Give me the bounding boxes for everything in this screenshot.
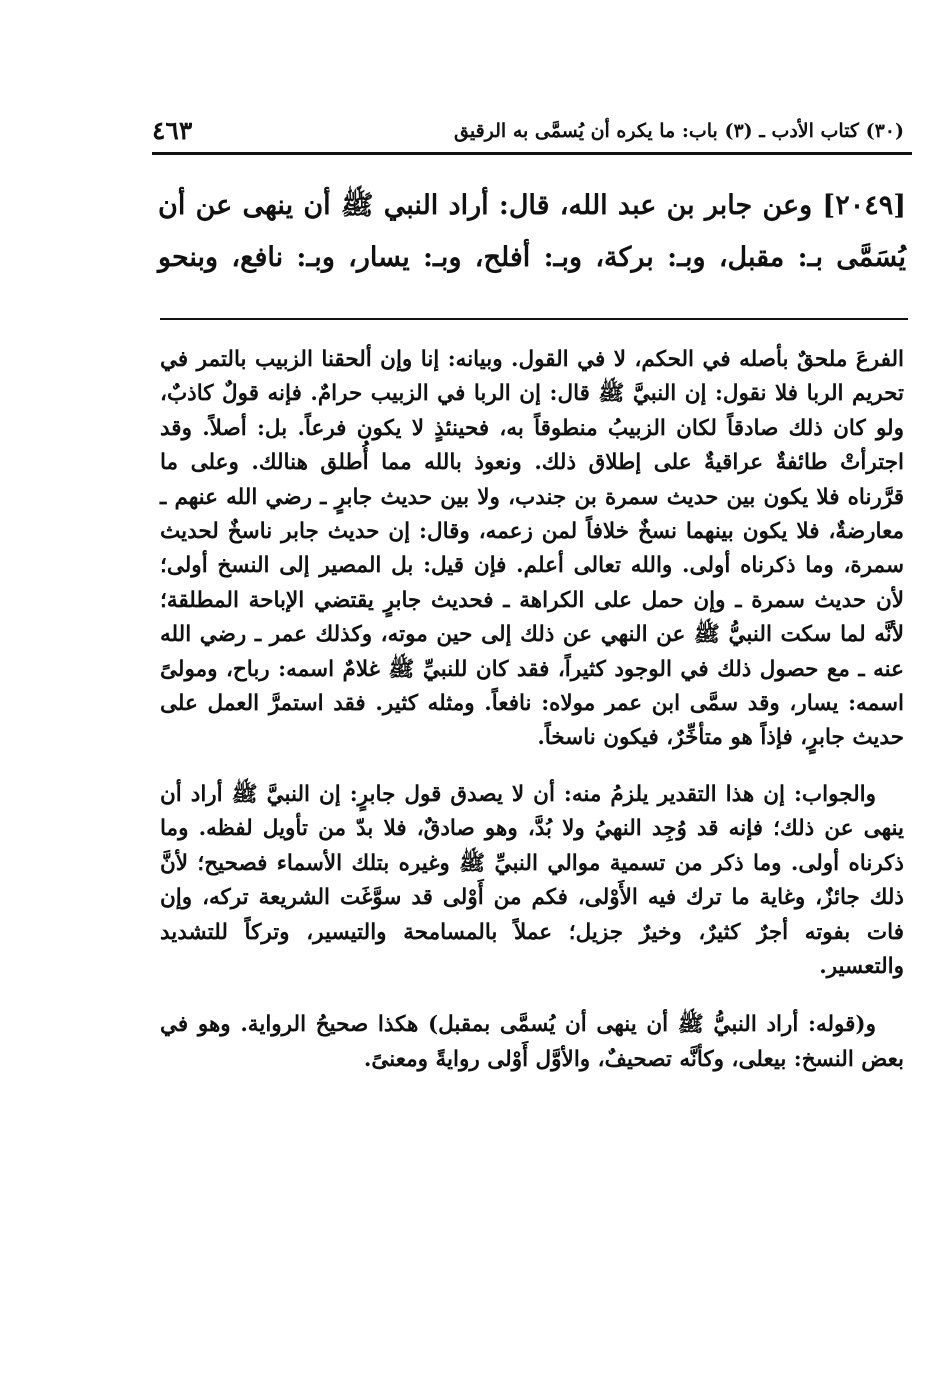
commentary-paragraph-3: و(قوله: أراد النبيُّ ﷺ أن ينهى أن يُسمَّى بمقبل) هكذا صحيحُ الرواية. وهو في بعض النسخ: بيعلى، وكأنَّه تصحيفٌ، والأوَّل أَوْلى روايةً ومعنىً. xyxy=(160,1012,904,1072)
commentary-paragraph-1: الفرعَ ملحقٌ بأصله في الحكم، لا في القول. وبيانه: إنا وإن ألحقنا الزبيب بالتمر في تحريم الربا فلا نقول: إن النبيَّ ﷺ قال: إن الربا في الزبيب حرامٌ. فإنه قولٌ كاذبٌ، ولو كان ذلك صادقاً لكان الزبيبُ منطوقاً به، فحينئذٍ لا يكون فرعاً. بل: أصلاً. وقد اجترأتْ طائفةٌ عراقيةٌ على إطلاق ذلك. ونعوذ بالله مما أُطلق هنالك. وعلى ما قرَّرناه فلا يكون بين حديث سمرة بن جندب، ولا بين حديث جابرٍ ـ رضي الله عنهم ـ معارضةٌ، فلا يكون بينهما نسخٌ خلافاً لمن زعمه، وقال: إن حديث جابر ناسخٌ لحديث سمرة، وما ذكرناه أولى. والله تعالى أعلم. فإن قيل: بل المصير إلى النسخ أولى؛ لأن حديث سمرة ـ وإن حمل على الكراهة ـ فحديث جابرٍ يقتضي الإباحة المطلقة؛ لأنَّه لما سكت النبيُّ ﷺ عن النهي عن ذلك إلى حين موته، وكذلك عمر ـ رضي الله عنه ـ مع حصول ذلك في الوجود كثيراً، فقد كان للنبيِّ ﷺ غلامٌ اسمه: رباح، ومولىً اسمه: يسار، وقد سمَّى ابن عمر مولاه: نافعاً. ومثله كثير. فقد استمرَّ العمل على حديث جابرٍ، فإذاً هو متأخِّرٌ، فيكون ناسخاً. xyxy=(160,347,904,751)
hadith-text: [٢٠٤٩] وعن جابر بن عبد الله، قال: أراد النبي ﷺ أن ينهى عن أن يُسَمَّى بـ: مقبل، وبـ: بركة، وبـ: أفلح، وبـ: يسار، وبـ: نافع، وبنحو xyxy=(158,190,906,273)
page-number: ٤٦٣ xyxy=(152,116,193,145)
commentary-block xyxy=(160,343,904,1077)
header-divider xyxy=(152,152,912,155)
hadith-text-block xyxy=(158,180,906,284)
section-divider xyxy=(160,318,908,320)
commentary-paragraph-2: والجواب: إن هذا التقدير يلزمُ منه: أن لا يصدق قول جابرٍ: إن النبيَّ ﷺ أراد أن ينهى عن ذلك؛ فإنه قد وُجِد النهيُ ولا بُدَّ، وهو صادقٌ، فلا بدّ من تأويل لفظه. وما ذكرناه أولى. وما ذكر من تسمية موالي النبيِّ ﷺ وغيره بتلك الأسماء فصحيح؛ لأنَّ ذلك جائزٌ، وغاية ما ترك فيه الأَوْلى، فكم من أَوْلى قد سوَّغَت الشريعة تركه، وإن فات بفوته أجرٌ كثيرٌ، وخيرٌ جزيل؛ عملاً بالمسامحة والتيسير، وتركاً للتشديد والتعسير. xyxy=(160,781,904,979)
chapter-title: (٣٠) كتاب الأدب ـ (٣) باب: ما يكره أن يُسمَّى به الرقيق xyxy=(454,120,904,142)
running-header xyxy=(152,112,912,152)
